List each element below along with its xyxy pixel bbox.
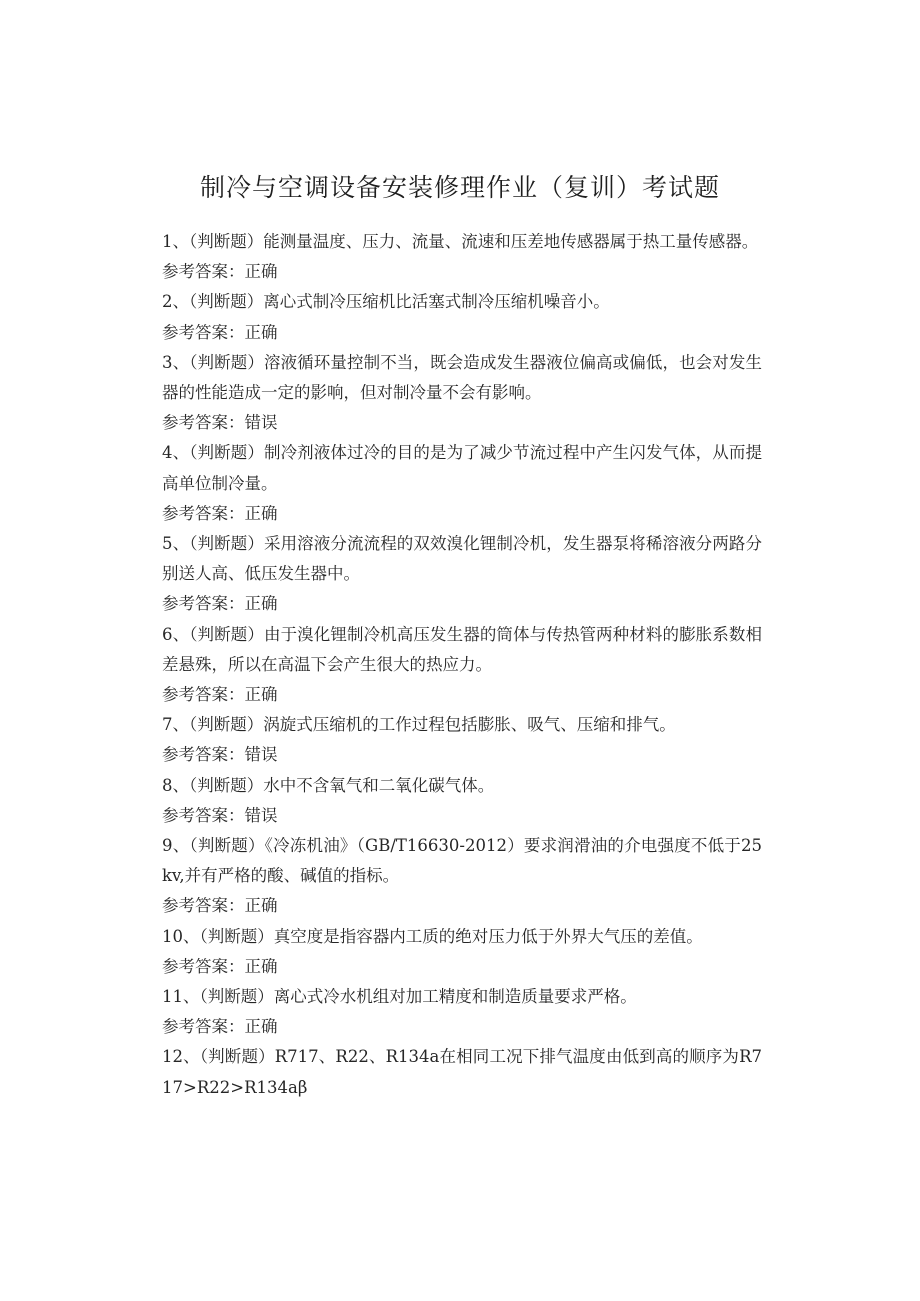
answer-value: 正确	[244, 594, 278, 614]
question-text: 1、（判断题）能测量温度、压力、流量、流速和压差地传感器属于热工量传感器。	[162, 232, 759, 251]
answer-value: 正确	[244, 685, 278, 705]
question-text: 4、（判断题）制冷剂液体过冷的目的是为了减少节流过程中产生闪发气体，从而提高单位制冷量。	[162, 443, 762, 493]
answer-line	[162, 891, 762, 921]
answer-line	[162, 257, 762, 287]
answer-value: 错误	[244, 745, 278, 765]
question-item	[162, 227, 762, 287]
question-item	[162, 771, 762, 831]
answer-value: 正确	[244, 322, 278, 342]
answer-value: 正确	[244, 896, 278, 916]
answer-label: 参考答案：	[162, 685, 245, 705]
question-item	[162, 620, 762, 711]
answer-line	[162, 1012, 762, 1042]
answer-label: 参考答案：	[162, 896, 245, 916]
question-item	[162, 529, 762, 620]
answer-line	[162, 801, 762, 831]
answer-label: 参考答案：	[162, 594, 245, 614]
answer-value: 错误	[244, 413, 278, 433]
question-text: 9、（判断题）《冷冻机油》（GB/T16630-2012）要求润滑油的介电强度不低于25kv,并有严格的酸、碱值的指标。	[162, 836, 762, 886]
question-text: 10、（判断题）真空度是指容器内工质的绝对压力低于外界大气压的差值。	[162, 926, 703, 946]
question-text: 11、（判断题）离心式冷水机组对加工精度和制造质量要求严格。	[162, 987, 637, 1007]
answer-value: 正确	[244, 1017, 278, 1037]
answer-label: 参考答案：	[162, 413, 245, 433]
answer-label: 参考答案：	[162, 503, 245, 523]
question-text: 3、（判断题）溶液循环量控制不当，既会造成发生器液位偏高或偏低，也会对发生器的性能造成一定的影响，但对制冷量不会有影响。	[162, 352, 762, 403]
answer-line	[162, 499, 762, 529]
answer-line	[162, 318, 762, 348]
question-text: 12、（判断题）R717、R22、R134a在相同工况下排气温度由低到高的顺序为R717>R22>R134aβ	[162, 1047, 762, 1097]
question-list	[162, 227, 762, 1103]
answer-line	[162, 589, 762, 619]
answer-label: 参考答案：	[162, 956, 245, 976]
question-text: 7、（判断题）涡旋式压缩机的工作过程包括膨胀、吸气、压缩和排气。	[162, 715, 676, 735]
answer-label: 参考答案：	[162, 805, 245, 825]
answer-value: 正确	[244, 503, 278, 523]
question-item	[162, 922, 762, 982]
answer-line	[162, 952, 762, 982]
question-item	[162, 348, 762, 439]
question-item	[162, 831, 762, 922]
answer-value: 正确	[244, 956, 278, 976]
question-item	[162, 982, 762, 1042]
answer-label: 参考答案：	[162, 745, 245, 765]
document-title: 制冷与空调设备安装修理作业（复训）考试题	[199, 173, 720, 202]
answer-line	[162, 740, 762, 770]
question-text: 2、（判断题）离心式制冷压缩机比活塞式制冷压缩机噪音小。	[162, 292, 610, 312]
question-text: 6、（判断题）由于溴化锂制冷机高压发生器的筒体与传热管两种材料的膨胀系数相差悬殊，所以在高温下会产生很大的热应力。	[162, 624, 762, 674]
answer-line	[162, 680, 762, 710]
question-item	[162, 287, 762, 347]
question-item	[162, 1042, 762, 1102]
question-text: 8、（判断题）水中不含氧气和二氧化碳气体。	[162, 775, 495, 795]
answer-label: 参考答案：	[162, 1017, 245, 1037]
answer-label: 参考答案：	[162, 262, 245, 282]
answer-label: 参考答案：	[162, 322, 245, 342]
answer-value: 错误	[244, 805, 278, 825]
question-item	[162, 710, 762, 770]
question-text: 5、（判断题）采用溶液分流流程的双效溴化锂制冷机，发生器泵将稀溶液分两路分别送人高、低压发生器中。	[162, 534, 762, 584]
answer-value: 正确	[244, 262, 278, 282]
answer-line	[162, 408, 762, 438]
question-item	[162, 438, 762, 529]
